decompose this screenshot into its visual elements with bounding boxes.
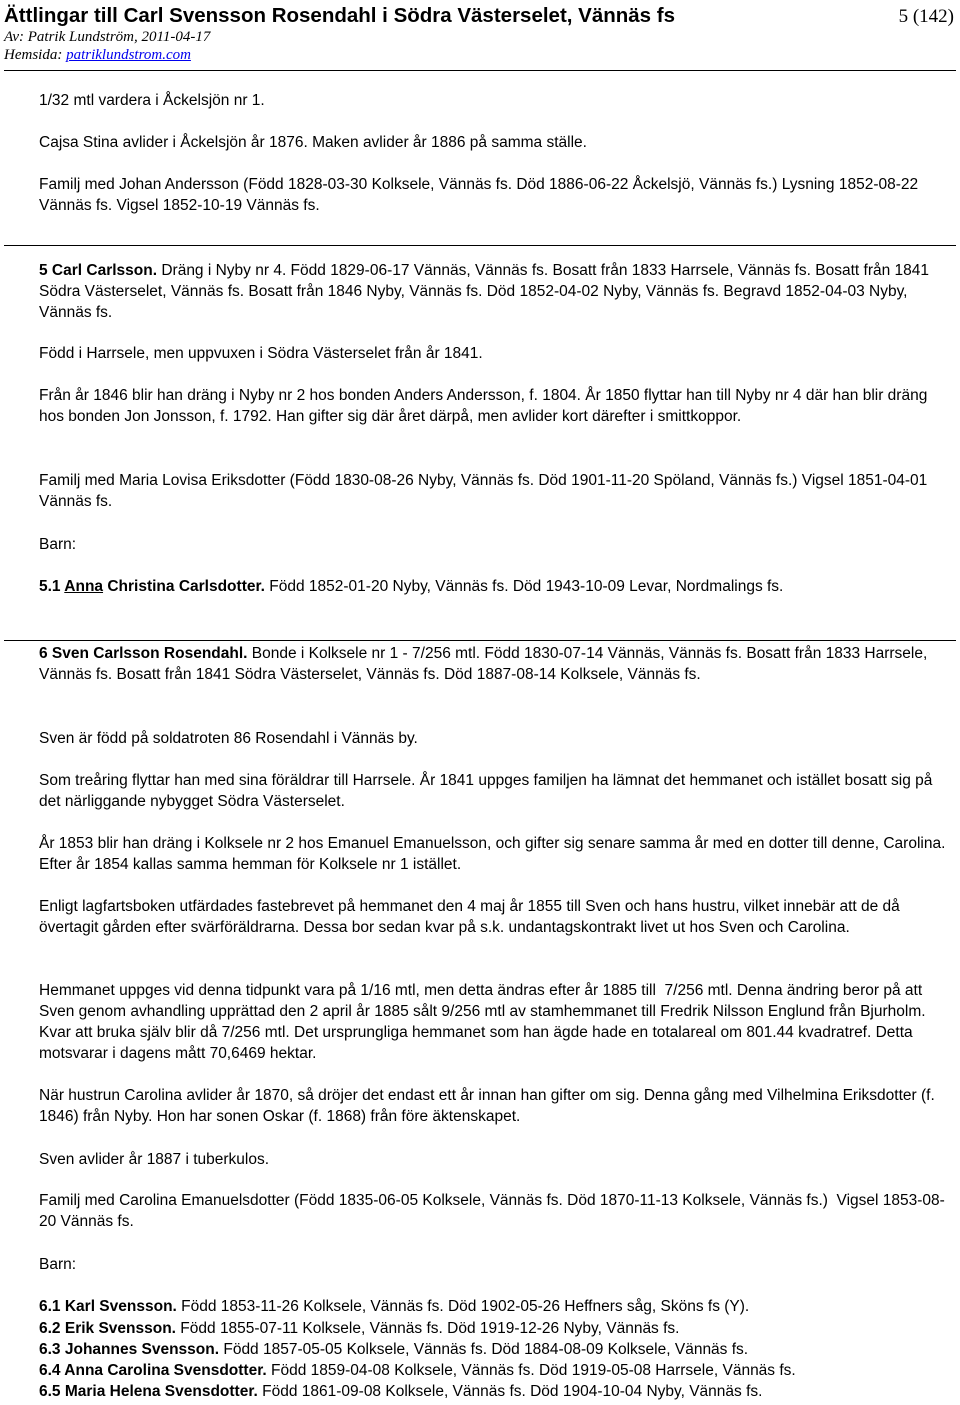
child-6-3-name: 6.3 Johannes Svensson. bbox=[39, 1341, 220, 1358]
section-5-heading: 5 Carl Carlsson. bbox=[39, 262, 158, 279]
child-6-1 bbox=[39, 1296, 949, 1317]
section-5-paragraph-2: Från år 1846 blir han dräng i Nyby nr 2 hos bonden Anders Andersson, f. 1804. År 1850 flyttar han till Nyby nr 4 där han blir dräng hos bonden Jon Jonsson, f. 1792. Han gifter sig där året därpå, men avlider kort därefter i smittkoppor. bbox=[39, 387, 932, 425]
child-6-2 bbox=[39, 1318, 949, 1339]
page-number: 5 (142) bbox=[898, 6, 954, 27]
child-6-5 bbox=[39, 1381, 949, 1402]
child-6-4-name: 6.4 Anna Carolina Svensdotter. bbox=[39, 1362, 267, 1379]
section-5-rule bbox=[4, 245, 956, 246]
child-6-3-info: Född 1857-05-05 Kolksele, Vännäs fs. Död 1884-08-09 Kolksele, Vännäs fs. bbox=[219, 1341, 749, 1358]
child-6-5-name: 6.5 Maria Helena Svensdotter. bbox=[39, 1383, 258, 1400]
section-6-paragraph-5: Hemmanet uppges vid denna tidpunkt vara på 1/16 mtl, men detta ändras efter år 1885 till 7/256 mtl. Denna ändring beror på att Sven genom avhandling upprättad den 2 april år 1885 sålt 9/256 mtl av stamhemmanet till Fredrik Nilsson Englund från Bjurholm. Kvar att bruka själv blir då 7/256 mtl. Det ursprungliga hemmanet som han ägde hade en totalareal om 801.44 kvadratref. Detta motsvarar i dagens mått 70,6469 hektar. bbox=[39, 982, 930, 1062]
child-5-1-name: Christina Carlsdotter. bbox=[103, 578, 265, 595]
intro-family: Familj med Johan Andersson (Född 1828-03-30 Kolksele, Vännäs fs. Död 1886-06-22 Åckelsjö, Vännäs fs.) Lysning 1852-08-22 Vännäs fs. Vigsel 1852-10-19 Vännäs fs. bbox=[39, 176, 923, 214]
child-6-1-name: 6.1 Karl Svensson. bbox=[39, 1298, 177, 1315]
child-5-1-first-name: Anna bbox=[64, 578, 104, 595]
section-6-paragraph-1: Sven är född på soldatroten 86 Rosendahl i Vännäs by. bbox=[39, 730, 418, 747]
child-5-1-number: 5.1 bbox=[39, 578, 65, 595]
child-6-4-info: Född 1859-04-08 Kolksele, Vännäs fs. Död 1919-05-08 Harrsele, Vännäs fs. bbox=[266, 1362, 796, 1379]
section-5-details: Dräng i Nyby nr 4. Född 1829-06-17 Vännäs, Vännäs fs. Bosatt från 1833 Harrsele, Vännäs fs. Bosatt från 1841 Södra Västerselet, Vännäs fs. Bosatt från 1846 Nyby, Vännäs fs. Död 1852-04-02 Nyby, Vännäs fs. Begravd 1852-04-03 Nyby, Vännäs fs. bbox=[39, 262, 934, 321]
homepage-line bbox=[4, 46, 956, 64]
homepage-label: Hemsida: bbox=[4, 47, 67, 63]
section-6-rule bbox=[4, 640, 956, 641]
section-6-details: Bonde i Kolksele nr 1 - 7/256 mtl. Född 1830-07-14 Vännäs, Vännäs fs. Bosatt från 1833 Harrsele, Vännäs fs. Bosatt från 1841 Södra Västerselet, Vännäs fs. Död 1887-08-14 Kolksele, Vännäs fs. bbox=[39, 645, 932, 683]
section-5-family: Familj med Maria Lovisa Eriksdotter (Född 1830-08-26 Nyby, Vännäs fs. Död 1901-11-20 Spöland, Vännäs fs.) Vigsel 1851-04-01 Vännäs fs. bbox=[39, 472, 932, 510]
child-5-1 bbox=[39, 576, 949, 597]
child-6-1-info: Född 1853-11-26 Kolksele, Vännäs fs. Död 1902-05-26 Heffners såg, Sköns fs (Y). bbox=[176, 1298, 750, 1315]
homepage-link[interactable]: patriklundstrom.com bbox=[66, 47, 191, 63]
child-6-2-name: 6.2 Erik Svensson. bbox=[39, 1320, 176, 1337]
page-header bbox=[4, 4, 956, 64]
section-6-heading: 6 Sven Carlsson Rosendahl. bbox=[39, 645, 248, 662]
section-5-paragraph-1: Född i Harrsele, men uppvuxen i Södra Västerselet från år 1841. bbox=[39, 345, 483, 362]
intro-paragraph-2: Cajsa Stina avlider i Åckelsjön år 1876. Maken avlider år 1886 på samma ställe. bbox=[39, 134, 587, 151]
child-6-4 bbox=[39, 1360, 949, 1381]
header-rule bbox=[4, 70, 956, 71]
section-5-children-label: Barn: bbox=[39, 536, 77, 553]
section-6-family: Familj med Carolina Emanuelsdotter (Född 1835-06-05 Kolksele, Vännäs fs. Död 1870-11-13 Kolksele, Vännäs fs.) Vigsel 1853-08-20 Vännäs fs. bbox=[39, 1192, 945, 1230]
author-line: Av: Patrik Lundström, 2011-04-17 bbox=[4, 29, 211, 45]
document-title: Ättlingar till Carl Svensson Rosendahl i Södra Västerselet, Vännäs fs bbox=[4, 4, 676, 27]
child-6-3 bbox=[39, 1339, 949, 1360]
section-6-children-label: Barn: bbox=[39, 1256, 77, 1273]
section-6-paragraph-3: År 1853 blir han dräng i Kolksele nr 2 hos Emanuel Emanuelsson, och gifter sig senare samma år med en dotter till denne, Carolina. Efter år 1854 kallas samma hemman för Kolksele nr 1 istället. bbox=[39, 835, 950, 873]
section-6-paragraph-6: När hustrun Carolina avlider år 1870, så dröjer det endast ett år innan han gifter om sig. Denna gång med Vilhelmina Eriksdotter (f. 1846) från Nyby. Hon har sonen Oskar (f. 1868) från före äktenskapet. bbox=[39, 1087, 940, 1125]
section-6-paragraph-4: Enligt lagfartsboken utfärdades fastebrevet på hemmanet den 4 maj år 1855 till Sven och hans hustru, vilket innebär att de då övertagit gården efter svärföräldrarna. Dessa bor sedan kvar på s.k. undantagskontrakt livet ut hos Sven och Carolina. bbox=[39, 898, 905, 936]
child-5-1-info: Född 1852-01-20 Nyby, Vännäs fs. Död 1943-10-09 Levar, Nordmalings fs. bbox=[264, 578, 784, 595]
section-6-entry bbox=[39, 643, 949, 685]
child-6-5-info: Född 1861-09-08 Kolksele, Vännäs fs. Död 1904-10-04 Nyby, Vännäs fs. bbox=[257, 1383, 763, 1400]
section-6-paragraph-2: Som treåring flyttar han med sina föräldrar till Harrsele. År 1841 uppges familjen ha lämnat det hemmanet och istället bosatt sig på det närliggande nybygget Södra Västerselet. bbox=[39, 772, 937, 810]
section-5-entry bbox=[39, 260, 949, 323]
intro-paragraph-1: 1/32 mtl vardera i Åckelsjön nr 1. bbox=[39, 92, 265, 109]
child-6-2-info: Född 1855-07-11 Kolksele, Vännäs fs. Död 1919-12-26 Nyby, Vännäs fs. bbox=[176, 1320, 680, 1337]
section-6-paragraph-7: Sven avlider år 1887 i tuberkulos. bbox=[39, 1151, 270, 1168]
